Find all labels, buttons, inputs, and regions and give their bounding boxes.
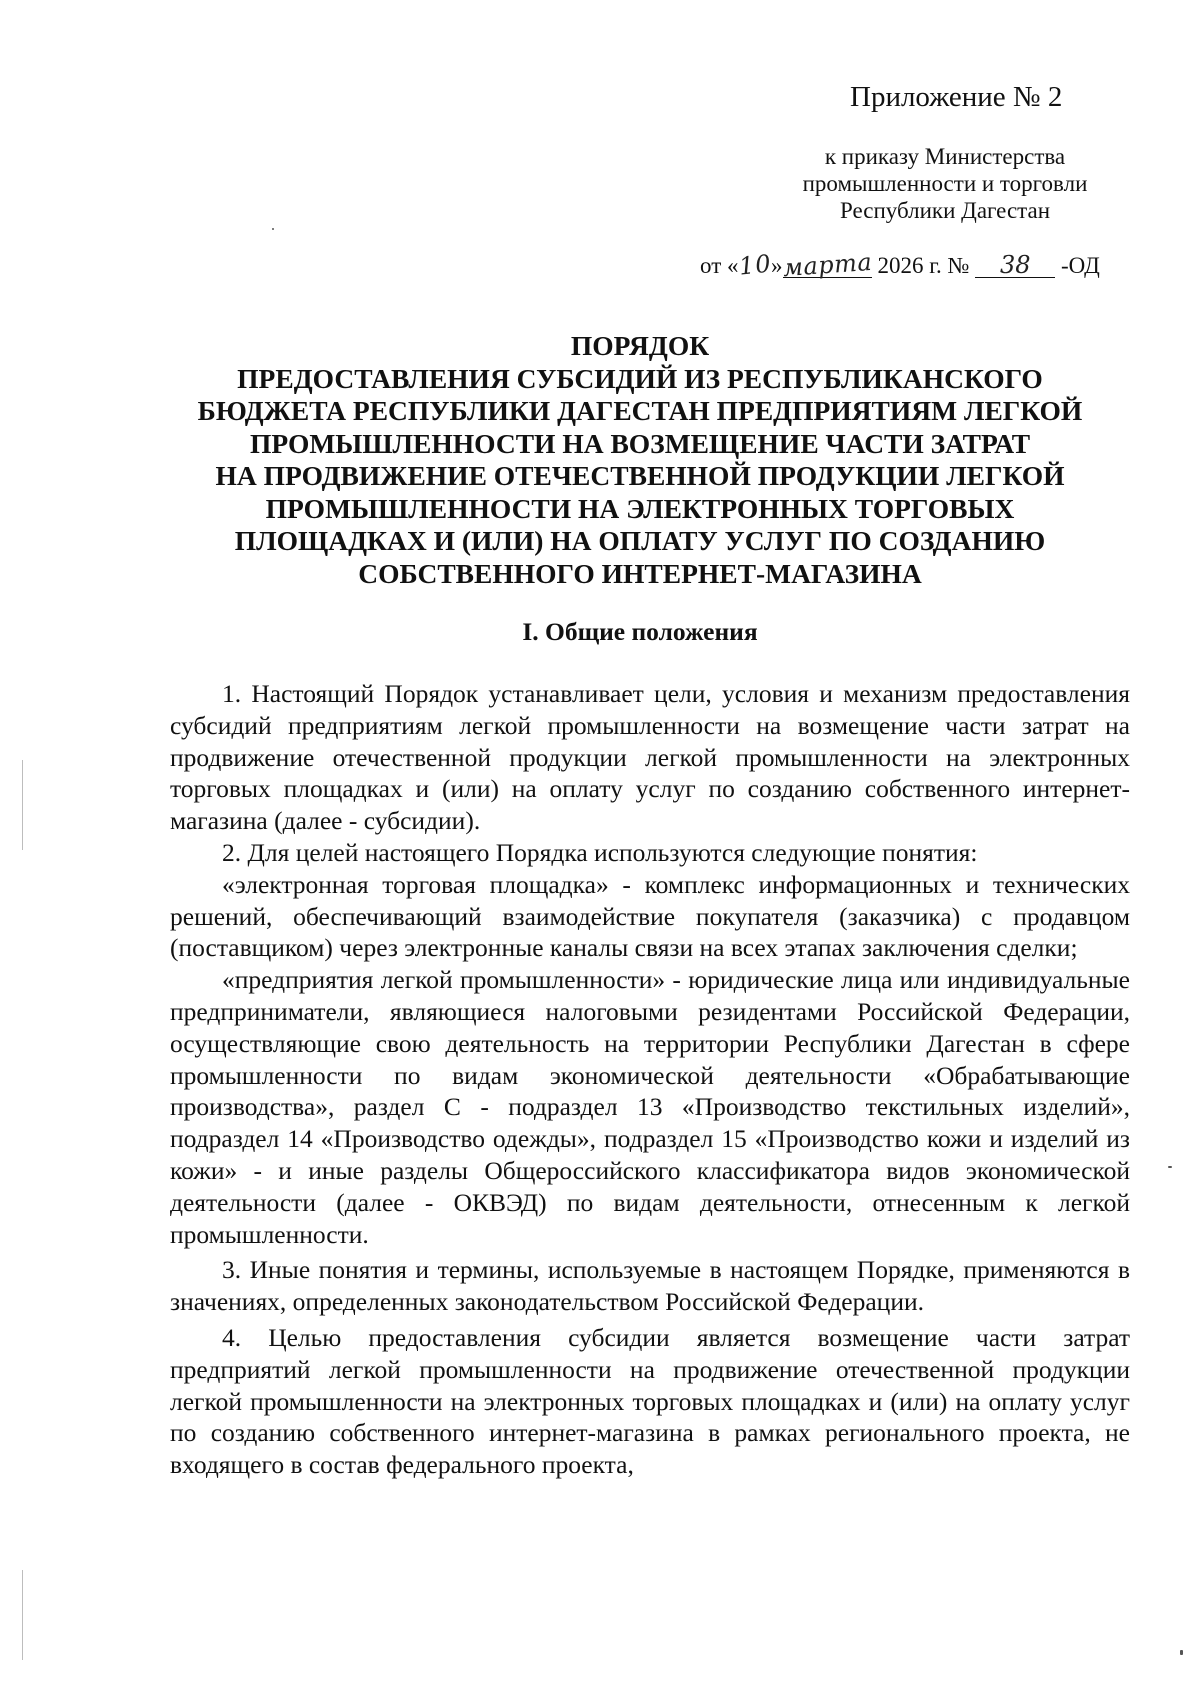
- handwritten-day: 10: [737, 249, 773, 281]
- paragraph: 4. Целью предоставления субсидии является возмещение части затрат предприятий легкой промышленности на продвижение отечественной продукции легкой промышленности на электронных торговых площадках и (или) на оплату услуг по созданию собственного интернет-магазина в рамках регионального проекта, не входящего в состав федерального проекта,: [170, 1322, 1130, 1480]
- scan-speck: [272, 228, 274, 230]
- paragraph: 2. Для целей настоящего Порядка используются следующие понятия:: [222, 837, 978, 867]
- document-title-line: ПЛОЩАДКАХ И (ИЛИ) НА ОПЛАТУ УСЛУГ ПО СОЗДАНИЮ: [234, 525, 1046, 556]
- section-body: [170, 678, 1130, 1481]
- paragraph: 1. Настоящий Порядок устанавливает цели, условия и механизм предоставления субсидий предприятиям легкой промышленности на возмещение части затрат на продвижение отечественной продукции легкой промышленности на электронных торговых площадках и (или) на оплату услуг по созданию собственного интернет-магазина (далее - субсидии).: [170, 679, 1130, 836]
- appendix-reference-line: промышленности и торговли: [802, 171, 1088, 196]
- paragraph: «предприятия легкой промышленности» - юридические лица или индивидуальные предприниматели, являющиеся налоговыми резидентами Российской Федерации, осуществляющие свою деятельность на территории Республики Дагестан в сфере промышленности по видам экономической деятельности «Обрабатывающие производства», раздел С - подраздел 13 «Производство текстильных изделий», подраздел 14 «Производство одежды», подраздел 15 «Производство кожи и изделий из кожи» - и иные разделы Общероссийского классификатора видов экономической деятельности (далее - ОКВЭД) по видам деятельности, отнесенным к легкой промышленности.: [170, 965, 1130, 1249]
- scan-edge-mark: [22, 1570, 23, 1660]
- document-title-line: ПОРЯДОК: [570, 330, 710, 361]
- order-suffix: -ОД: [1055, 253, 1100, 278]
- scan-speck: [1168, 1166, 1172, 1168]
- document-title-line: БЮДЖЕТА РЕСПУБЛИКИ ДАГЕСТАН ПРЕДПРИЯТИЯМ ЛЕГКОЙ: [197, 395, 1083, 426]
- document-title-line: ПРОМЫШЛЕННОСТИ НА ВОЗМЕЩЕНИЕ ЧАСТИ ЗАТРАТ: [249, 427, 1031, 459]
- section-heading: I. Общие положения: [522, 617, 758, 646]
- appendix-reference-line: к приказу Министерства: [824, 144, 1066, 169]
- document-title-line: ПРЕДОСТАВЛЕНИЯ СУБСИДИЙ ИЗ РЕСПУБЛИКАНСКОГО: [237, 362, 1043, 394]
- order-year: 2026 г. №: [871, 253, 976, 278]
- appendix-reference-line: Республики Дагестан: [840, 198, 1050, 223]
- document-title: [170, 330, 1110, 590]
- appendix-title: Приложение № 2: [850, 81, 1063, 113]
- handwritten-order-number: 38: [999, 251, 1031, 279]
- order-date-number-line: [700, 247, 1100, 283]
- document-title-line: СОБСТВЕННОГО ИНТЕРНЕТ-МАГАЗИНА: [358, 557, 922, 589]
- scan-edge-mark: [22, 760, 23, 850]
- document-title-line: ПРОМЫШЛЕННОСТИ НА ЭЛЕКТРОННЫХ ТОРГОВЫХ: [265, 492, 1015, 524]
- appendix-reference: [780, 143, 1110, 224]
- paragraph: «электронная торговая площадка» - комплекс информационных и технических решений, обеспечивающий взаимодействие покупателя (заказчика) с продавцом (поставщиком) через электронные каналы связи на всех этапах заключения сделки;: [170, 869, 1130, 963]
- order-date-prefix: от «: [700, 253, 739, 278]
- handwritten-month: марта: [781, 247, 873, 283]
- scan-speck: [1180, 1650, 1183, 1655]
- order-date-quote: »: [771, 253, 783, 278]
- paragraph: 3. Иные понятия и термины, используемые в настоящем Порядке, применяются в значениях, определенных законодательством Российской Федерации.: [170, 1255, 1130, 1317]
- document-title-line: НА ПРОДВИЖЕНИЕ ОТЕЧЕСТВЕННОЙ ПРОДУКЦИИ ЛЕГКОЙ: [215, 460, 1065, 491]
